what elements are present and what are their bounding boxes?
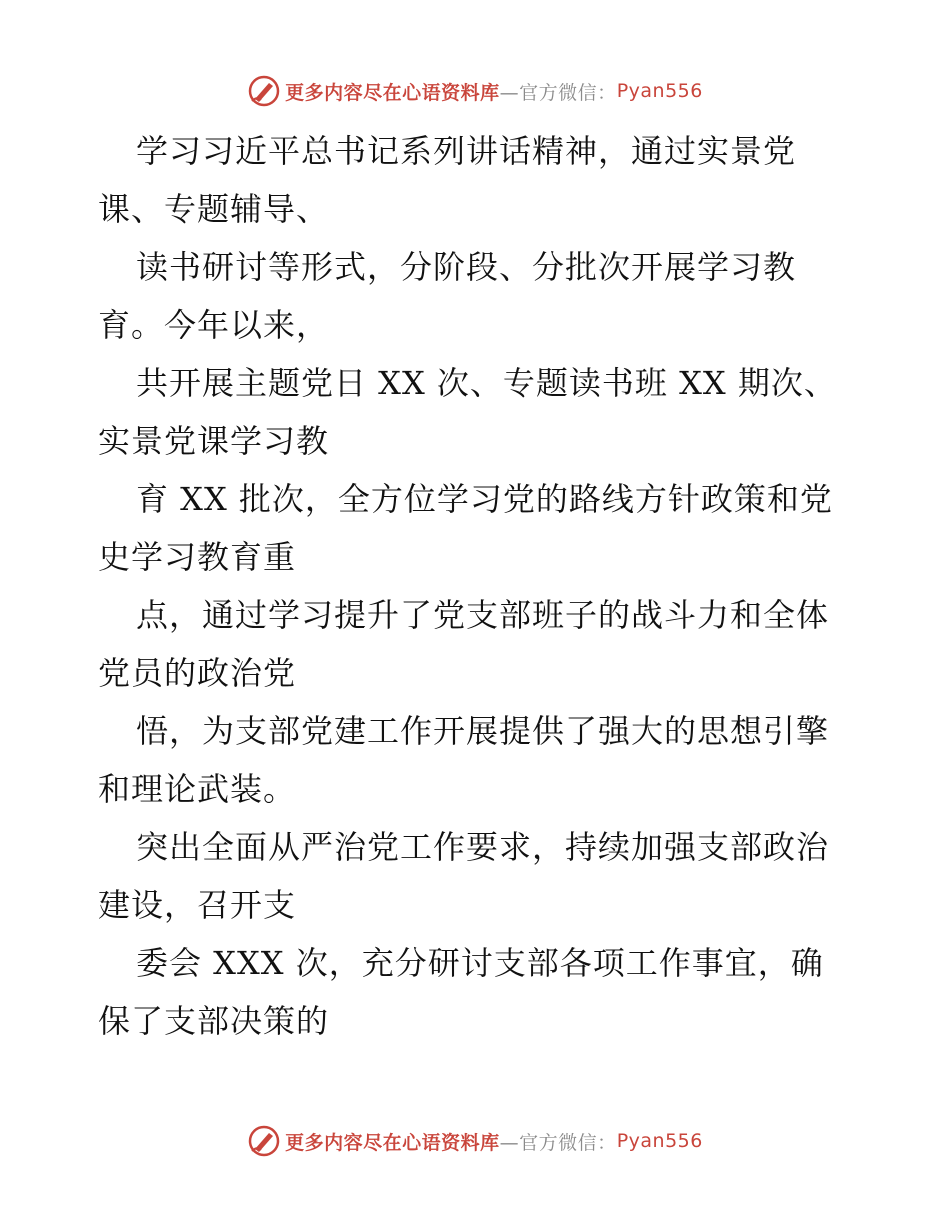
text-line: 和理论武装。: [98, 770, 297, 808]
text-line: 读书研讨等形式，分阶段、分批次开展学习教: [136, 248, 797, 286]
text-line: 悟，为支部党建工作开展提供了强大的思想引擎: [136, 712, 830, 750]
banner-wechat-label: —官方微信：: [499, 1131, 617, 1154]
text-line: 实景党课学习教: [98, 422, 330, 460]
banner-wechat-label: —官方微信：: [499, 81, 617, 104]
text-line: 学习习近平总书记系列讲话精神，通过实景党: [136, 132, 797, 170]
banner-brand-text: 更多内容尽在心语资料库: [285, 1131, 500, 1154]
text-line: 建设，召开支: [98, 886, 297, 924]
text-line: 保了支部决策的: [98, 1002, 330, 1040]
footer-banner: [0, 1122, 950, 1160]
text-line: 育。今年以来，: [98, 306, 330, 344]
text-line: 党员的政治党: [98, 654, 297, 692]
text-line: 课、专题辅导、: [98, 190, 330, 228]
text-line: 育 XX 批次，全方位学习党的路线方针政策和党: [136, 480, 833, 518]
banner-wechat-account: Pyan556: [616, 1130, 703, 1152]
document-body: [98, 122, 868, 1050]
header-banner: [0, 72, 950, 110]
banner-wechat-account: Pyan556: [616, 80, 703, 102]
text-line: 史学习教育重: [98, 538, 297, 576]
banner-brand-text: 更多内容尽在心语资料库: [285, 81, 500, 104]
pen-circle-logo-icon: [247, 74, 281, 108]
text-line: 共开展主题党日 XX 次、专题读书班 XX 期次、: [136, 364, 837, 402]
text-line: 委会 XXX 次，充分研讨支部各项工作事宜，确: [136, 944, 824, 982]
pen-circle-logo-icon: [247, 1124, 281, 1158]
text-line: 点，通过学习提升了党支部班子的战斗力和全体: [136, 596, 830, 634]
text-line: 突出全面从严治党工作要求，持续加强支部政治: [136, 828, 830, 866]
